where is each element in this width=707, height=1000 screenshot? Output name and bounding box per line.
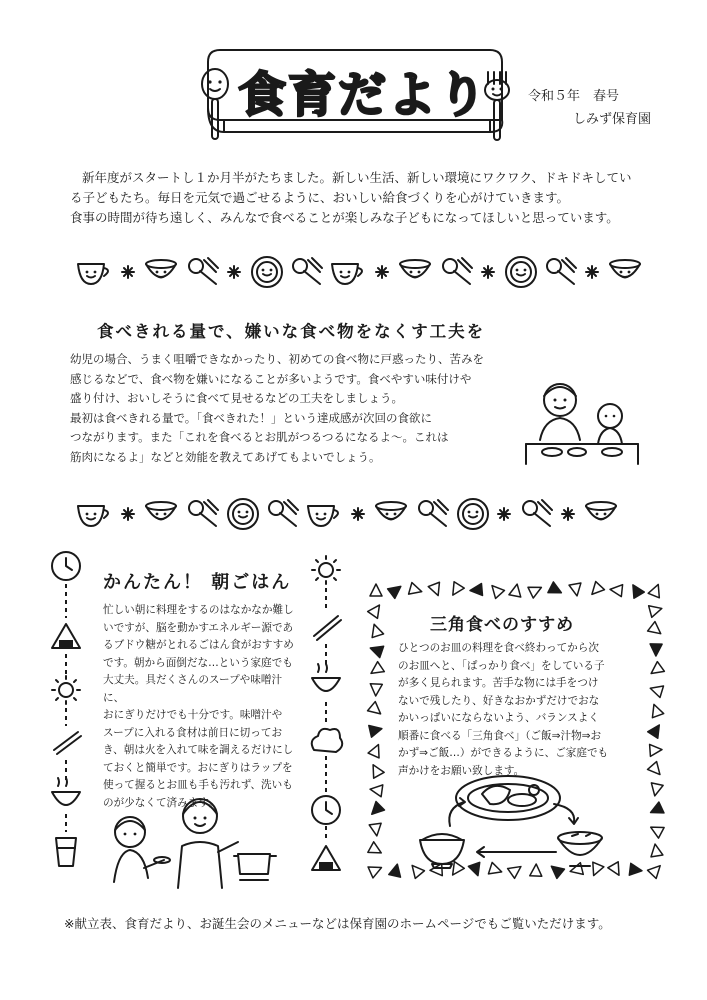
section2-line: スープに入れる食材は前日に切ってお <box>103 726 283 739</box>
triangle-decoration <box>369 783 383 797</box>
section2-line: のが少なくて済みます。 <box>103 796 219 809</box>
triangle-decoration <box>649 783 663 797</box>
triangle-decoration <box>368 762 384 778</box>
sparkle-icon <box>122 266 134 278</box>
triangle-decoration <box>368 602 385 619</box>
cup-face-icon <box>308 506 338 526</box>
section3-title: 三角食べのすすめ <box>430 615 575 635</box>
triangle-decoration <box>649 843 663 857</box>
triangle-decoration <box>409 583 424 598</box>
sun-icon <box>312 556 340 584</box>
main-dish-plate-icon <box>456 776 560 820</box>
sparkle-icon <box>122 508 134 520</box>
section2-line: るブドウ糖がとれるごはん食がおすすめ <box>103 639 294 651</box>
spoon-character-icon <box>198 68 232 148</box>
triangle-decoration <box>368 802 385 819</box>
triangle-eating-cycle-illustration <box>410 768 630 878</box>
plate-face-icon <box>506 257 536 287</box>
section2-line: ておくと簡単です。おにぎりはラップを <box>103 761 293 774</box>
sparkle-icon <box>352 508 364 520</box>
sparkle-icon <box>482 266 494 278</box>
triangle-decoration <box>648 762 665 779</box>
section2-line: き、朝は火を入れて味を調えるだけにし <box>103 744 294 756</box>
section2-title: かんたん！ 朝ごはん <box>103 572 292 593</box>
triangle-decoration <box>648 582 664 598</box>
section2-line: おにぎりだけでも十分です。味噌汁や <box>103 709 283 721</box>
sparkle-icon <box>498 508 510 520</box>
triangle-decoration <box>370 684 383 697</box>
breakfast-left-column <box>46 548 86 878</box>
bowl-face-icon <box>400 260 430 278</box>
section1-line: 最初は食べきれる量で。「食べきれた！」という達成感が次回の食欲に <box>70 410 433 425</box>
plate-face-icon <box>252 257 282 287</box>
cloud-icon <box>312 729 343 752</box>
sparkle-icon <box>228 266 240 278</box>
section3-line: ひとつのお皿の料理を食べ終わってから次 <box>398 642 599 654</box>
plate-face-icon <box>458 499 488 529</box>
cycle-arrows-icon <box>449 798 578 857</box>
school-name: しみず保育園 <box>573 112 652 127</box>
triangle-decoration <box>528 582 544 598</box>
section1-line: 盛り付け、おいしそうに食べて見せるなどの工夫をしましょう。 <box>70 391 404 405</box>
triangle-decoration <box>648 622 665 639</box>
spoon-fork-face-icon <box>523 500 552 526</box>
triangle-decoration <box>369 723 383 737</box>
sparkle-icon <box>562 508 574 520</box>
triangle-decoration <box>609 583 622 596</box>
miso-soup-bowl-icon <box>558 832 602 866</box>
soup-bowl-icon <box>52 778 80 805</box>
header-banner <box>190 40 520 140</box>
onigiri-icon <box>312 846 340 870</box>
triangle-decoration <box>368 742 384 758</box>
triangle-decoration <box>368 622 383 637</box>
triangle-decoration <box>548 582 564 598</box>
triangle-decoration <box>648 722 665 739</box>
triangle-decoration <box>368 842 384 858</box>
breakfast-right-column <box>306 552 346 882</box>
intro-line: 食事の時間が待ち遠しく、みんなで食べることが楽しみな子どもになってほしいと思っています。 <box>70 210 619 225</box>
section3-line: かず⇒ご飯…）ができるように、ご家庭でも <box>398 747 609 759</box>
clock-icon <box>52 552 80 580</box>
triangle-decoration <box>569 583 583 597</box>
glass-icon <box>56 838 76 866</box>
section3-line: ないで残したり、好きなおかずだけでおな <box>398 694 600 707</box>
triangle-decoration <box>649 603 664 618</box>
spoon-fork-face-icon <box>547 258 576 284</box>
footer-note: ※献立表、食育だより、お誕生会のメニューなどは保育園のホームページでもご覧いただけます。 <box>64 916 611 931</box>
cup-face-icon <box>78 506 108 526</box>
tableware-border-top <box>72 254 632 290</box>
intro-text <box>70 168 670 228</box>
page-title: 食育だより <box>238 67 489 123</box>
section3-body <box>398 640 634 780</box>
section1-line: 幼児の場合、うまく咀嚼できなかったり、初めての食べ物に戸惑ったり、苦みを <box>70 352 484 366</box>
rice-bowl-icon <box>420 834 464 868</box>
triangle-decoration <box>588 582 605 599</box>
section3-line: かいっぱいにならないよう、バランスよく <box>398 712 599 724</box>
triangle-decoration <box>369 823 383 837</box>
section2-line: いですが、脳を動かすエネルギー源であ <box>103 621 294 634</box>
section3-line: のお皿へと、「ぱっかり食べ」をしている子 <box>398 659 605 672</box>
chopsticks-icon <box>54 732 81 754</box>
soup-bowl-icon <box>312 664 340 691</box>
family-eating-illustration <box>522 378 642 468</box>
cup-face-icon <box>332 264 362 284</box>
bowl-face-icon <box>586 502 616 520</box>
bowl-face-icon <box>376 502 406 520</box>
triangle-decoration <box>648 662 665 679</box>
plate-face-icon <box>228 499 258 529</box>
cooking-illustration <box>100 790 280 890</box>
bowl-face-icon <box>610 260 640 278</box>
triangle-decoration <box>648 702 663 717</box>
section1-line: つながります。また「これを食べるとお肌がつるつるになるよ～。これは <box>70 430 449 444</box>
spoon-fork-face-icon <box>269 500 298 526</box>
triangle-decoration <box>428 582 444 598</box>
triangle-decoration <box>509 583 523 597</box>
spoon-fork-face-icon <box>443 258 472 284</box>
triangle-decoration <box>488 582 505 599</box>
tableware-border-bottom <box>72 496 632 532</box>
sparkle-icon <box>586 266 598 278</box>
onigiri-icon <box>52 624 80 648</box>
sun-icon <box>52 676 80 704</box>
section2-body <box>103 602 303 812</box>
triangle-decoration <box>368 862 384 878</box>
intro-line: る子どもたち。毎日を元気で過ごせるように、おいしい給食づくりを心がけていきます。 <box>70 190 570 205</box>
spoon-fork-face-icon <box>293 258 322 284</box>
triangle-decoration <box>648 822 664 838</box>
triangle-decoration <box>448 582 465 599</box>
triangle-decoration <box>368 662 385 679</box>
section1-line: 感じるなどで、食べ物を嫌いになることが多いようです。食べやすい味付けや <box>70 371 472 386</box>
triangle-decoration <box>650 744 663 757</box>
triangle-decoration <box>648 862 665 879</box>
section3-line: 声かけをお願い致します。 <box>398 764 525 777</box>
issue-label: 令和５年 春号 <box>528 89 620 104</box>
spoon-fork-face-icon <box>189 500 218 526</box>
triangle-decoration <box>650 644 662 656</box>
bowl-face-icon <box>146 502 176 520</box>
clock-icon <box>312 796 340 824</box>
section2-line: 忙しい朝に料理をするのはなかなか難し <box>103 604 294 616</box>
bowl-face-icon <box>146 260 176 278</box>
sparkle-icon <box>376 266 388 278</box>
cup-face-icon <box>78 264 108 284</box>
spoon-fork-face-icon <box>419 500 448 526</box>
triangle-decoration <box>648 802 664 818</box>
triangle-decoration <box>368 642 383 657</box>
section3-line: が多く見られます。苦手な物には手をつけ <box>398 677 599 689</box>
triangle-decoration <box>628 582 644 598</box>
section1-line: 筋肉になるよ」などと効能を教えてあげてもよいでしょう。 <box>70 449 381 464</box>
section3-line: 順番に食べる「三角食べ」（ご飯⇒汁物⇒お <box>398 729 602 742</box>
section2-line: 大丈夫。具だくさんのスープや味噌汁に、 <box>103 674 283 704</box>
triangle-decoration <box>370 584 382 596</box>
chopsticks-icon <box>314 616 341 640</box>
section1-title: 食べきれる量で、嫌いな食べ物をなくす工夫を <box>97 322 486 341</box>
spoon-fork-face-icon <box>189 258 218 284</box>
section2-line: です。朝から面倒だな…という家庭でも <box>103 656 293 669</box>
intro-line: 新年度がスタートし１か月半がたちました。新しい生活、新しい環境にワクワク、ドキドキしてい <box>82 170 632 185</box>
triangle-decoration <box>649 683 664 698</box>
section1-body <box>70 350 540 467</box>
triangle-decoration <box>469 583 482 596</box>
triangle-decoration <box>388 582 405 599</box>
triangle-decoration <box>368 702 385 719</box>
section2-line: 使って握るとお皿も手も汚れず、洗いも <box>103 779 293 791</box>
triangle-decoration <box>629 863 642 876</box>
triangle-decoration <box>389 863 403 877</box>
